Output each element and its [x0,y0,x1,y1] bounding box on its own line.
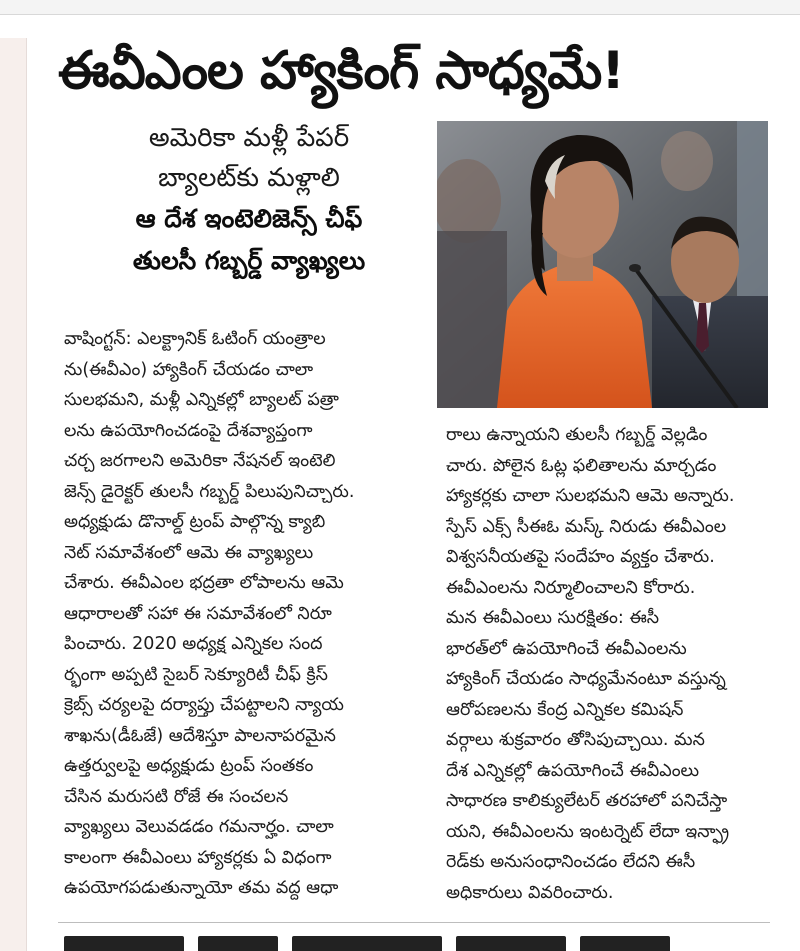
body-line: జెన్స్ డైరెక్టర్ తులసీ గబ్బర్డ్ పిలుపునిచ్చారు. [64,481,355,502]
body-line: శాఖను(డీఓజే) ఆదేశిస్తూ పాలనాపరమైన [64,725,336,746]
body-line: హ్యాకింగ్ చేయడం సాధ్యమేనంటూ వస్తున్న [446,669,726,689]
deck-line: తులసీ గబ్బర్డ్ వ్యాఖ్యలు [132,246,366,275]
body-line: దేశ ఎన్నికల్లో ఉపయోగించే ఈవీఎంలు [446,760,700,781]
body-column-left [64,324,422,904]
article-subhead [64,118,434,282]
left-margin-column [0,38,27,951]
body-line: ఈవీఎంలను నిర్మూలించాలని కోరారు. [446,577,696,598]
kicker-line: బ్యాలట్‌కు మళ్లాలి [158,163,340,193]
page-top-strip [0,0,800,15]
body-line: కాలంగా ఈవీఎంలు హ్యాకర్లకు ఏ విధంగా [64,847,332,868]
body-line: వర్గాలు శుక్రవారం తోసిపుచ్చాయి. మన [446,730,705,750]
body-line: పించారు. 2020 అధ్యక్ష ఎన్నికల సంద [64,634,323,654]
body-line: చేశారు. ఈవీఎంల భద్రతా లోపాలను ఆమె [64,573,344,593]
article-headline: ఈవీఎంల హ్యాకింగ్ సాధ్యమే! [58,41,624,101]
body-line: చారు. పోలైన ఓట్ల ఫలితాలను మార్చడం [446,455,717,476]
next-article-cut-headline [64,936,764,951]
body-line: ను(ఈవీఎం) హ్యాకింగ్ చేయడం చాలా [64,359,314,380]
body-line: చేసిన మరుసటి రోజే ఈ సంచలన [64,786,289,807]
body-line: ర్భంగా అప్పటి సైబర్ సెక్యూరిటీ చీఫ్ క్రిస్ [64,664,328,685]
body-line: రాలు ఉన్నాయని తులసీ గబ్బర్డ్ వెల్లడిం [446,425,708,445]
body-line: ఆరోపణలను కేంద్ర ఎన్నికల కమిషన్ [446,699,684,720]
bottom-divider [58,922,770,923]
news-photo [437,121,768,408]
news-photo-illustration [437,121,768,408]
body-line: విశ్వసనీయతపై సందేహం వ్యక్తం చేశారు. [446,547,715,567]
body-line: ఉపయోగపడుతున్నాయో తమ వద్ద ఆధా [64,878,339,898]
body-line: హ్యాకర్లకు చాలా సులభమని ఆమె అన్నారు. [446,486,735,506]
body-line: ఉత్తర్వులపై అధ్యక్షుడు ట్రంప్ సంతకం [64,756,314,776]
body-line: నెట్ సమావేశంలో ఆమె ఈ వ్యాఖ్యలు [64,542,314,563]
body-line: సులభమని, మళ్లీ ఎన్నికల్లో బ్యాలట్ పత్రా [64,390,339,410]
body-line: అధ్యక్షుడు డొనాల్డ్ ట్రంప్ పాల్గొన్న క్యాబి [64,512,326,532]
body-line: యని, ఈవీఎంలను ఇంటర్నెట్ లేదా ఇన్ఫ్రా [446,821,730,842]
body-line: వాషింగ్టన్: ఎలక్ట్రానిక్ ఓటింగ్ యంత్రాల [64,329,326,349]
body-line: అధికారులు వివరించారు. [446,882,614,903]
body-line: ఆధారాలతో సహా ఈ సమావేశంలో నిరూ [64,603,332,624]
kicker-line: అమెరికా మళ్లీ పేపర్ [148,123,350,153]
body-line: రెడ్‌కు అనుసంధానించడం లేదని ఈసీ [446,852,696,872]
deck-line: ఆ దేశ ఇంటెలిజెన్స్ చీఫ్ [135,204,363,233]
body-line: భారత్‌లో ఉపయోగించే ఈవీఎంలను [446,638,687,659]
body-column-right [446,420,768,908]
body-line: సాధారణ కాలిక్యులేటర్ తరహాలో పనిచేస్తా [446,791,728,811]
body-line: వ్యాఖ్యలు వెలువడడం గమనార్హం. చాలా [64,817,334,837]
body-line: క్రెబ్స్ చర్యలపై దర్యాప్తు చేపట్టాలని న్యాయ [64,695,344,715]
body-line: చర్చ జరగాలని అమెరికా నేషనల్ ఇంటెలి [64,451,336,471]
body-line: మన ఈవీఎంలు సురక్షితం: ఈసీ [446,608,660,628]
body-line: స్పేస్ ఎక్స్ సీఈఓ మస్క్ నిరుడు ఈవీఎంల [446,516,727,537]
body-line: లను ఉపయోగించడంపై దేశవ్యాప్తంగా [64,420,313,441]
